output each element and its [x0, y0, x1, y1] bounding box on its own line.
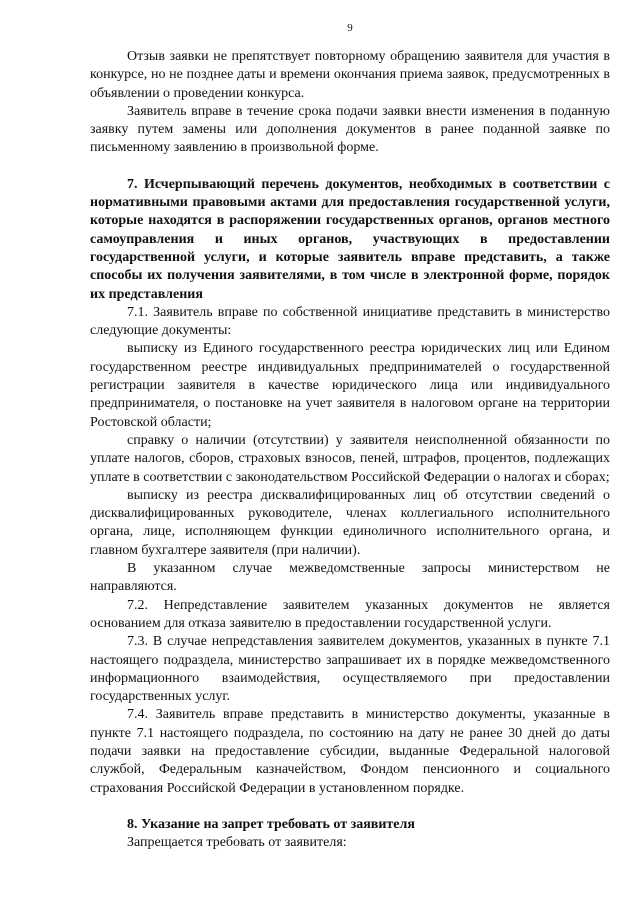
paragraph-no-requests: В указанном случае межведомственные запросы министерством не направляются.	[90, 561, 610, 595]
paragraph-disqualified-registry: выписку из реестра дисквалифицированных лиц об отсутствии сведений о дисквалифицированных руководителе, членах коллегиального исполнительного органа, лице, исполняющем функции единоличного исполнительного органа, и главном бухгалтере заявителя (при наличии).	[90, 487, 610, 558]
section-8-heading: 8. Указание на запрет требовать от заявителя	[127, 816, 415, 832]
paragraph-7-3: 7.3. В случае непредставления заявителем документов, указанных в пункте 7.1 настоящего подраздела, министерство запрашивает их в порядке межведомственного информационного взаимодействия, осуществляемого при предоставлении государственных услуг.	[90, 634, 610, 705]
paragraph-application-changes: Заявитель вправе в течение срока подачи заявки внести изменения в поданную заявку путем замены или дополнения документов в ранее поданной заявке по письменному заявлению в произвольной форме.	[90, 103, 610, 156]
paragraph-8-intro: Запрещается требовать от заявителя:	[127, 835, 347, 851]
section-gap	[90, 158, 610, 176]
paragraph-7-2: 7.2. Непредставление заявителем указанных документов не является основанием для отказа заявителю в предоставлении государственной услуги.	[90, 597, 610, 631]
paragraph-registry-extract: выписку из Единого государственного реестра юридических лиц или Едином государственном реестре индивидуальных предпринимателей о государственной регистрации заявителя в качестве юридического лица или индивидуального предпринимателя, о постановке на учет заявителя в налоговом органе на территории Ростовской области;	[90, 341, 610, 430]
paragraph-application-withdrawal: Отзыв заявки не препятствует повторному обращению заявителя для участия в конкурсе, но не позднее даты и времени окончания приема заявок, предусмотренных в объявлении о проведении конкурса.	[90, 49, 610, 101]
page-number: 9	[347, 22, 353, 34]
paragraph-tax-certificate: справку о наличии (отсутствии) у заявителя неисполненной обязанности по уплате налогов, сборов, страховых взносов, пеней, штрафов, процентов, подлежащих уплате в соответствии с законодательством Российской Федерации о налогах и сборах;	[90, 432, 610, 485]
section-7-heading: 7. Исчерпывающий перечень документов, необходимых в соответствии с нормативными правовыми актами для предоставления государственной услуги, которые находятся в распоряжении государственных органов, органов местного самоуправления и иных органов, участвующих в предоставлении государственной услуги, и которые заявитель вправе представить, а также способы их получения заявителями, в том числе в электронной форме, порядок их представления	[90, 176, 610, 302]
paragraph-7-1: 7.1. Заявитель вправе по собственной инициативе представить в министерство следующие документы:	[90, 304, 610, 339]
document-page	[90, 22, 610, 852]
section-gap	[90, 798, 610, 816]
paragraph-7-4: 7.4. Заявитель вправе представить в министерство документы, указанные в пункте 7.1 настоящего подраздела, по состоянию на дату не ранее 30 дней до даты подачи заявки на предоставление субсидии, выданные Федеральной налоговой службой, Федеральным казначейством, Фондом пенсионного и социального страхования Российской Федерации в установленном порядке.	[90, 707, 610, 796]
